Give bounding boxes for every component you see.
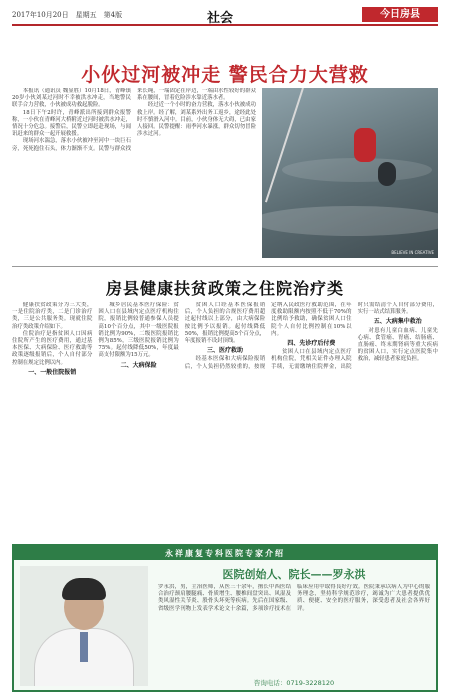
article2-paragraph: 经基本医保和大病保险报销后，个人负担仍然较重的，按规定纳入民政医疗救助范围，在年度救助限额内按照不低于70%的比例给予救助，确保贫困人口住院个人自付比例控制在10%以内。 bbox=[184, 302, 352, 370]
newspaper-logo: 今日房县 bbox=[362, 7, 438, 22]
article1-paragraph: 本报讯（通讯员 魏显胜）10月18日，青峰镇20岁小伙刘某过河时不幸被洪水冲走，当地警民联手合力营救，小伙被成功救起脱险。 bbox=[12, 88, 131, 109]
article2-paragraph: 城乡居民基本医疗保险：贫困人口在县域内定点医疗机构住院，报销比例较普通参保人员提高10个百分点，其中一级医院报销比例为90%，二级医院报销比例为85%，三级医院报销比例为75%。起付线降低50%，年度最高支付限额为15万元。 bbox=[98, 302, 179, 359]
portrait-tie bbox=[80, 632, 88, 662]
portrait-hair bbox=[62, 578, 106, 600]
hospital-advertisement bbox=[12, 544, 438, 692]
article2-subheading: 一、一般住院报销 bbox=[28, 368, 77, 376]
article2-paragraph: 健康扶贫政策分为三大类，一是住院治疗类，二是门诊治疗类，三是公共服务类。现就住院治疗类政策介绍如下。 bbox=[12, 302, 93, 330]
photo-rescuer bbox=[354, 128, 376, 162]
photo-wave bbox=[282, 158, 432, 182]
section-divider bbox=[12, 266, 438, 267]
masthead bbox=[12, 6, 438, 26]
article2-headline: 房县健康扶贫政策之住院治疗类 bbox=[105, 279, 344, 298]
article2-subheading: 四、先诊疗后付费 bbox=[287, 340, 336, 348]
article1-paragraph: 经过近一个小时的奋力营救，落水小伙被成功救上岸。经了解，刘某系外出务工返乡，途经此处时不慎滑入河中。目前，小伙身体无大碍，已由家人接回。民警提醒：雨季河水暴涨，群众切勿冒险涉水过河。 bbox=[137, 102, 256, 138]
article2-paragraph: 对患有儿童白血病、儿童先心病、食管癌、胃癌、结肠癌、直肠癌、终末期肾病等重大疾病的贫困人口，实行定点医院集中救治，减轻患者家庭负担。 bbox=[357, 327, 438, 363]
article2-subheading: 三、医疗救助 bbox=[206, 347, 243, 355]
article2-subheading: 五、大病集中救治 bbox=[373, 318, 422, 326]
photo-wave bbox=[262, 206, 438, 236]
article1-paragraph: 18日下午2时许，青峰派出所接到群众报警称，一小伙在青峰河大桥附近过河时被洪水冲走，情况十分危急。接警后，民警立即赶赴现场，与闻讯赶来的群众一起开展救援。 bbox=[12, 109, 131, 138]
article2-paragraph: 贫困人口在县域内定点医疗机构住院，凭相关证件办理入院手续，无需缴纳住院押金，出院时只需结清个人自付部分费用，实行一站式结算服务。 bbox=[271, 302, 438, 370]
ad-phone: 咨询电话：0719-3228120 bbox=[253, 679, 335, 687]
article2-paragraph: 贫困人口经基本医保报销后，个人负担的合规医疗费用超过起付线以上部分，由大病保险按比例予以报销。起付线降低50%，报销比例提高5个百分点，年度报销不设封顶线。 bbox=[184, 302, 266, 345]
article2-body bbox=[12, 302, 438, 540]
photo-caption: BELIEVE IN CREATIVE bbox=[391, 250, 434, 255]
article2-subheading: 二、大病保险 bbox=[120, 361, 157, 369]
ad-title: 医院创始人、院长——罗永洪 bbox=[222, 568, 366, 581]
article1-headline: 小伙过河被冲走 警民合力大营救 bbox=[81, 64, 369, 86]
ad-banner: 永祥康复专科医院专家介绍 bbox=[14, 546, 436, 560]
article2-paragraph: 住院治疗是指贫困人口因病住院所产生的医疗费用，通过基本医保、大病保险、医疗救助等政策逐级报销后，个人自付部分控制在规定比例以内。 bbox=[12, 330, 93, 366]
doctor-portrait bbox=[20, 566, 148, 686]
ad-body: 罗永洪，男，主治医师，从医三十余年，擅长中西医结合治疗颈肩腰腿痛、骨质增生、腰椎间盘突出、风湿及类风湿性关节炎、股骨头坏死等疾病。先后在国家级、省级医学刊物上发表学术论文十余篇，多项诊疗技术在临床应用中取得良好疗效。医院秉承以病人为中心的服务理念，坚持科学规范诊疗，竭诚为广大患者提供优质、便捷、安全的医疗服务，深受患者及社会各界好评。 bbox=[158, 584, 430, 612]
photo-victim bbox=[378, 162, 396, 186]
article1-paragraph: 现场河水湍急，落水小伙被冲至河中一块巨石旁，死死抱住石头，体力渐渐不支。民警与群众找来长绳，一端固定在岸边，一端由水性较好的群众系在腰间，冒着危险涉水靠近落水者。 bbox=[12, 88, 256, 152]
rescue-photo bbox=[262, 88, 438, 258]
article1-body bbox=[12, 88, 256, 258]
issue-date: 2017年10月20日 星期五 第4版 bbox=[12, 11, 123, 19]
section-name: 社会 bbox=[207, 11, 234, 26]
